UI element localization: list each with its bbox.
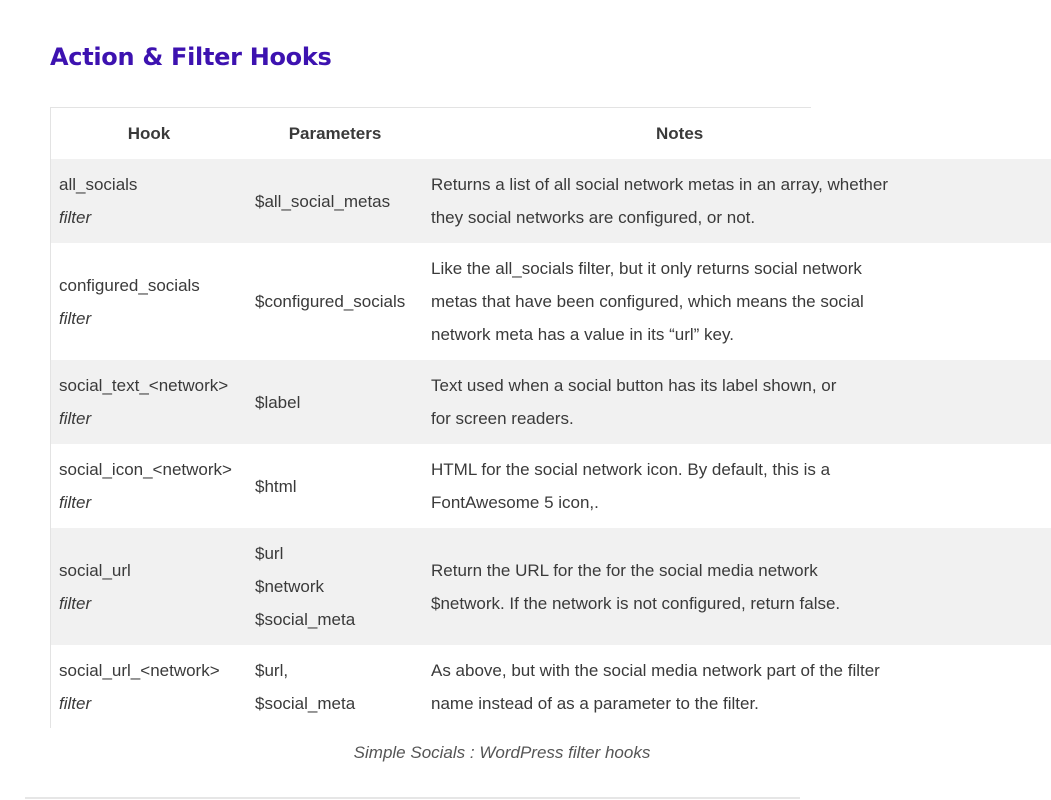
hook-cell [51,444,247,528]
header-parameters: Parameters [247,108,423,159]
divider [25,797,800,799]
hook-name: configured_socials [59,275,200,295]
table-row [51,243,1051,360]
hook-type: filter [59,308,92,328]
notes-line: $network. If the network is not configured, return false. [431,593,841,613]
notes-line: Text used when a social button has its label shown, or [431,376,837,395]
hook-cell [51,528,247,645]
parameters-cell [247,243,423,360]
table-caption: Simple Socials : WordPress filter hooks [353,743,651,762]
section-heading: Action & Filter Hooks [50,43,332,71]
notes-line: name instead of as a parameter to the filter. [431,694,759,713]
hooks-table-wrapper [50,107,888,728]
parameter: $social_meta [255,694,356,713]
parameter: $social_meta [255,610,356,629]
hook-cell [51,159,247,243]
parameters-cell [247,645,423,729]
table-header-row [51,108,1051,159]
hook-type: filter [59,493,92,512]
notes-line: Like the all_socials filter, but it only returns social network [431,259,862,278]
notes-line: for screen readers. [431,409,574,428]
notes-cell [423,360,1051,444]
parameter: $url [255,544,284,563]
parameter: $html [255,476,297,496]
notes-cell [423,159,1051,243]
notes-cell [423,528,1051,645]
parameter: $all_social_metas [255,191,391,211]
table-body [51,159,1051,729]
parameter: $url, [255,661,289,680]
parameters-cell [247,444,423,528]
parameter: $configured_socials [255,292,406,311]
parameter: $network [255,577,324,596]
hook-cell [51,645,247,729]
parameter: $label [255,392,301,412]
parameters-cell [247,528,423,645]
notes-cell [423,645,1051,729]
table-row [51,645,1051,729]
notes-cell [423,444,1051,528]
hook-name: social_url_<network> [59,661,220,680]
hook-name: all_socials [59,175,138,194]
parameters-cell [247,159,423,243]
hook-type: filter [59,694,92,713]
hook-cell [51,360,247,444]
notes-line: network meta has a value in its “url” key. [431,325,734,344]
notes-line: Returns a list of all social network metas in an array, whether [431,175,888,194]
notes-line: Return the URL for the for the social media network [431,560,818,580]
notes-line: they social networks are configured, or not. [431,208,756,227]
header-hook: Hook [51,108,247,159]
hook-type: filter [59,593,92,613]
hooks-table [51,108,1051,729]
parameters-cell [247,360,423,444]
hook-name: social_url [59,560,131,580]
notes-cell [423,243,1051,360]
hook-name: social_text_<network> [59,376,229,395]
table-row [51,159,1051,243]
notes-line: HTML for the social network icon. By default, this is a [431,460,831,479]
table-row [51,444,1051,528]
hook-type: filter [59,409,92,428]
hook-name: social_icon_<network> [59,460,232,479]
table-row [51,360,1051,444]
hook-cell [51,243,247,360]
notes-line: metas that have been configured, which means the social [431,292,864,311]
table-row [51,528,1051,645]
notes-line: As above, but with the social media network part of the filter [431,661,880,680]
hook-type: filter [59,208,92,227]
notes-line: FontAwesome 5 icon,. [431,493,599,512]
header-notes: Notes [423,108,1051,159]
